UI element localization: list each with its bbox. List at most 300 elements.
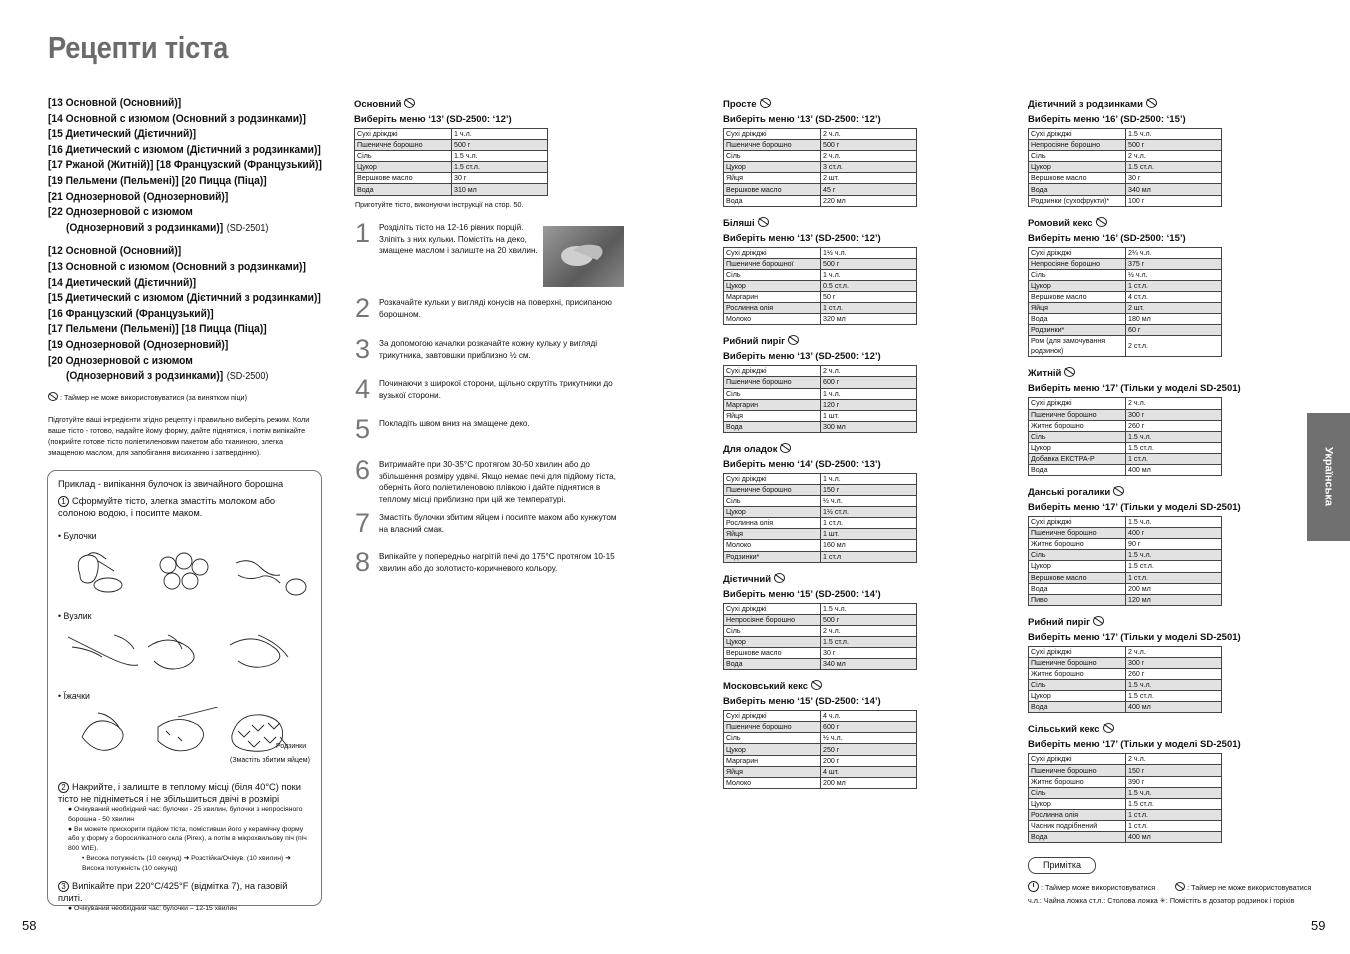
ingredient-amount: 2 ч.л. bbox=[1126, 754, 1222, 765]
recipe-menu: Виберіть меню ‘16’ (SD-2500: ‘15’) bbox=[1028, 232, 1186, 244]
ingredient-amount: 1.5 ч.л. bbox=[1126, 787, 1222, 798]
ingredient-amount: 30 г bbox=[1126, 173, 1222, 184]
ingredient-amount: 160 мл bbox=[821, 540, 917, 551]
ingredient-name: Сухі дріжджі bbox=[1029, 129, 1126, 140]
ingredient-row bbox=[724, 733, 917, 744]
ingredient-row bbox=[355, 151, 548, 162]
example-title: Приклад - випікання булочок із звичайного борошна bbox=[58, 479, 284, 489]
ingredient-row bbox=[1029, 195, 1222, 206]
ingredient-amount: 1.5 ст.л. bbox=[1126, 798, 1222, 809]
timer-off-icon bbox=[788, 335, 799, 345]
ingredient-row bbox=[724, 614, 917, 625]
ingredient-row bbox=[1029, 258, 1222, 269]
egg-note: (Змастіть збитим яйцем) bbox=[230, 757, 310, 764]
ingredient-amount: 2 ч.л. bbox=[821, 625, 917, 636]
ingredient-row bbox=[1029, 314, 1222, 325]
ingredient-row bbox=[724, 744, 917, 755]
ingredient-amount: 1.5 ч.л. bbox=[1126, 129, 1222, 140]
ingredient-amount: 1.5 ч.л. bbox=[821, 603, 917, 614]
recipe-menu: Виберіть меню ‘15’ (SD-2500: ‘14’) bbox=[723, 696, 881, 708]
ingredient-amount: 260 г bbox=[1126, 420, 1222, 431]
ingredient-amount: 50 г bbox=[821, 292, 917, 303]
ingredient-row bbox=[724, 140, 917, 151]
ingredient-row bbox=[1029, 140, 1222, 151]
menu-line: [20 Однозерновой с изюмом bbox=[48, 354, 193, 367]
ingredient-row bbox=[724, 540, 917, 551]
ingredient-name: Сухі дріжджі bbox=[724, 247, 821, 258]
menu-list bbox=[48, 96, 338, 385]
ingredient-row bbox=[1029, 583, 1222, 594]
ingredient-row bbox=[724, 129, 917, 140]
menu-line: [13 Основной (Основний)] bbox=[48, 97, 182, 109]
ingredient-amount: 60 г bbox=[1126, 325, 1222, 336]
ingredient-row bbox=[724, 777, 917, 788]
ingredient-amount: 1 шт. bbox=[821, 529, 917, 540]
recipe-title: Дієтичний з родзинками bbox=[1028, 98, 1241, 111]
ingredient-row bbox=[724, 529, 917, 540]
ingredient-row bbox=[724, 507, 917, 518]
ingredient-name: Яйця bbox=[1029, 303, 1126, 314]
ingredient-name: Вода bbox=[724, 421, 821, 432]
page-title: Рецепти тіста bbox=[48, 30, 229, 65]
recipe-block bbox=[723, 573, 917, 671]
ingredients-table bbox=[723, 247, 917, 326]
ingredient-row bbox=[724, 258, 917, 269]
ingredient-row bbox=[724, 648, 917, 659]
ingredient-row bbox=[1029, 539, 1222, 550]
ingredient-row bbox=[724, 755, 917, 766]
example-step-2: 2 Накрийте, і залиште в теплому місці (біля 40°C) поки тісто не підніметься і не збільшиться двічі в розмірі bbox=[58, 782, 301, 804]
ingredient-row bbox=[1029, 453, 1222, 464]
ingredient-name: Родзинки* bbox=[724, 551, 821, 562]
ingredient-name: Пшеничне борошної bbox=[724, 258, 821, 269]
ingredients-table bbox=[1028, 397, 1222, 476]
ingredient-name: Сухі дріжджі bbox=[355, 129, 452, 140]
ingredient-amount: 500 г bbox=[821, 140, 917, 151]
ingredients-table bbox=[1028, 516, 1222, 606]
ingredient-name: Рослинна олія bbox=[724, 303, 821, 314]
ingredient-row bbox=[724, 269, 917, 280]
recipe-block bbox=[1028, 367, 1241, 476]
bullet-buns: • Булочки bbox=[58, 531, 97, 541]
recipe-menu: Виберіть меню ‘13’ (SD-2500: ‘12’) bbox=[723, 114, 881, 125]
recipe-block bbox=[1028, 98, 1241, 207]
note-button: Примітка bbox=[1028, 857, 1096, 874]
ingredient-row bbox=[1029, 173, 1222, 184]
ingredient-name: Родзинки (сухофрукти)* bbox=[1029, 195, 1126, 206]
ingredient-amount: 1.5 ст.л. bbox=[821, 636, 917, 647]
ingredient-amount: 2 шт. bbox=[821, 173, 917, 184]
ingredient-name: Пшеничне борошно bbox=[1029, 409, 1126, 420]
ingredient-amount: 1.5 ч.л. bbox=[1126, 680, 1222, 691]
recipe-title: Просте bbox=[723, 98, 917, 111]
menu-line: [16 Французский (Французький)] bbox=[48, 307, 214, 320]
ingredient-name: Цукор bbox=[1029, 162, 1126, 173]
recipe-block bbox=[1028, 217, 1241, 358]
ingredient-amount: 2 ст.л. bbox=[1126, 336, 1222, 357]
ingredient-name: Маргарин bbox=[724, 292, 821, 303]
ingredient-row bbox=[724, 280, 917, 291]
ingredient-name: Яйця bbox=[724, 529, 821, 540]
ingredient-amount: 1 ст.л. bbox=[1126, 820, 1222, 831]
ingredient-name: Вода bbox=[724, 195, 821, 206]
ingredient-row bbox=[724, 766, 917, 777]
ingredient-row bbox=[1029, 765, 1222, 776]
ingredient-name: Рослинна олія bbox=[1029, 809, 1126, 820]
ingredient-amount: 1.5 ч.л. bbox=[1126, 550, 1222, 561]
ingredient-amount: 400 мл bbox=[1126, 832, 1222, 843]
ingredient-row bbox=[724, 184, 917, 195]
page-number-left: 58 bbox=[22, 918, 37, 933]
ingredient-row bbox=[355, 129, 548, 140]
ingredient-name: Сухі дріжджі bbox=[1029, 646, 1126, 657]
ingredient-row bbox=[1029, 702, 1222, 713]
ingredient-amount: 120 мл bbox=[1126, 594, 1222, 605]
timer-off-icon bbox=[780, 443, 791, 453]
ingredient-amount: 2 ч.л. bbox=[821, 151, 917, 162]
menu-line: [12 Основной (Основний)] bbox=[48, 245, 182, 258]
ingredient-name: Сіль bbox=[355, 151, 452, 162]
ingredient-name: Пшеничне борошно bbox=[724, 140, 821, 151]
ingredient-amount: 250 г bbox=[821, 744, 917, 755]
ingredient-amount: 180 мл bbox=[1126, 314, 1222, 325]
ingredient-name: Сухі дріжджі bbox=[724, 473, 821, 484]
ingredient-amount: 400 мл bbox=[1126, 464, 1222, 475]
ingredient-row bbox=[724, 603, 917, 614]
ingredient-name: Сіль bbox=[1029, 787, 1126, 798]
ingredient-name: Вода bbox=[1029, 832, 1126, 843]
recipe-menu: Виберіть меню ‘17’ (Тільки у моделі SD-2501) bbox=[1028, 631, 1241, 643]
recipe-block bbox=[1028, 723, 1241, 843]
ingredient-amount: 500 г bbox=[821, 614, 917, 625]
ingredients-table bbox=[723, 603, 917, 671]
ingredient-amount: 220 мл bbox=[821, 195, 917, 206]
timer-off-icon bbox=[404, 98, 415, 108]
ingredient-row bbox=[724, 518, 917, 529]
ingredient-amount: 200 мл bbox=[1126, 583, 1222, 594]
ingredient-row bbox=[724, 377, 917, 388]
step-number: 2 bbox=[355, 293, 371, 323]
hedgehog-drawing bbox=[58, 707, 313, 759]
ingredient-row bbox=[1029, 442, 1222, 453]
recipe-menu: Виберіть меню ‘17’ (Тільки у моделі SD-2501) bbox=[1028, 502, 1241, 514]
step-number: 8 bbox=[355, 547, 371, 577]
step1-photo bbox=[543, 226, 624, 287]
recipe-basic bbox=[354, 98, 548, 196]
ingredient-name: Сухі дріжджі bbox=[724, 366, 821, 377]
timer-off-icon bbox=[760, 98, 771, 108]
ingredient-name: Вода bbox=[1029, 184, 1126, 195]
ingredient-row bbox=[724, 151, 917, 162]
ingredient-row bbox=[355, 173, 548, 184]
recipe-menu: Виберіть меню ‘13’ (SD-2500: ‘12’) bbox=[723, 351, 881, 363]
ingredient-row bbox=[1029, 269, 1222, 280]
step-text: За допомогою качалки розкачайте кожну кульку у вигляді трикутника, завтовшки приблизно ½ см. bbox=[379, 339, 598, 360]
ingredient-row bbox=[1029, 832, 1222, 843]
step-number: 7 bbox=[355, 508, 371, 538]
timer-off-icon bbox=[758, 217, 769, 227]
bullet-knot: • Вузлик bbox=[58, 611, 92, 621]
ingredient-amount: 1 шт. bbox=[821, 410, 917, 421]
ingredient-row bbox=[1029, 561, 1222, 572]
ingredient-row bbox=[724, 388, 917, 399]
recipe-block bbox=[723, 217, 917, 326]
timer-off-icon bbox=[1096, 217, 1107, 227]
ingredient-name: Пшеничне борошно bbox=[1029, 657, 1126, 668]
ingredient-name: Цукор bbox=[724, 636, 821, 647]
ingredient-name: Вершкове масло bbox=[355, 173, 452, 184]
ingredient-amount: 4 ч.л. bbox=[821, 711, 917, 722]
ingredient-amount: 0.5 ст.л. bbox=[821, 280, 917, 291]
ingredients-table bbox=[1028, 646, 1222, 714]
ingredient-name: Ром (для замочування родзинок) bbox=[1029, 336, 1126, 357]
ingredient-amount: ½ ч.л. bbox=[821, 496, 917, 507]
ingredient-amount: 1 ч.л. bbox=[821, 473, 917, 484]
ingredient-amount: 3 ст.л. bbox=[821, 162, 917, 173]
step-text: Покладіть швом вниз на змащене деко. bbox=[379, 419, 530, 428]
ingredient-name: Вода bbox=[1029, 702, 1126, 713]
ingredient-name: Пшеничне борошно bbox=[724, 484, 821, 495]
ingredient-amount: 200 г bbox=[821, 755, 917, 766]
page-number-right: 59 bbox=[1311, 918, 1326, 933]
example-step-3: 3 Випікайте при 220°C/425°F (відмітка 7), на газовій плиті. bbox=[58, 880, 288, 903]
hedgehog-illustration bbox=[58, 707, 311, 764]
ingredient-row bbox=[724, 162, 917, 173]
ingredient-amount: 390 г bbox=[1126, 776, 1222, 787]
ingredient-row bbox=[1029, 680, 1222, 691]
intro-text: Підготуйте ваші інгредієнти згідно рецепту і правильно виберіть режим. Коли ваше тісто - готово, надайте йому форму, дайте піднятися, і потім випікайте (покрийте готове тісто поліетиленовим пакетом або тканиною, злегка змащеною маслом, для запобігання висиханню і затвердінню). bbox=[48, 415, 310, 457]
ingredient-name: Вершкове масло bbox=[1029, 572, 1126, 583]
ingredient-name: Цукор bbox=[724, 744, 821, 755]
ingredient-name: Молоко bbox=[724, 540, 821, 551]
recipe-title: Дієтичний bbox=[723, 573, 917, 586]
ingredient-amount: 4 ст.л. bbox=[1126, 292, 1222, 303]
ingredient-name: Сухі дріжджі bbox=[1029, 517, 1126, 528]
example-step-1: 1 Сформуйте тісто, злегка змастіть молоком або солоною водою, і посипте маком. bbox=[58, 496, 276, 518]
recipe-title: Рибний пиріг bbox=[1028, 616, 1241, 629]
example-box bbox=[47, 470, 322, 912]
ingredient-name: Вода bbox=[355, 184, 452, 195]
ingredient-name: Маргарин bbox=[724, 399, 821, 410]
ingredient-row bbox=[724, 314, 917, 325]
ingredient-name: Сухі дріжджі bbox=[724, 711, 821, 722]
ingredient-amount: 1 ст.л. bbox=[1126, 280, 1222, 291]
recipe-title: Рибний пиріг bbox=[723, 335, 917, 348]
buns-illustration bbox=[58, 547, 311, 599]
ingredient-name: Сіль bbox=[724, 269, 821, 280]
ingredient-name: Пшеничне борошно bbox=[724, 722, 821, 733]
ingredient-row bbox=[1029, 776, 1222, 787]
ingredient-row bbox=[724, 551, 917, 562]
ingredient-amount: 90 г bbox=[1126, 539, 1222, 550]
menu-line: (Однозерновий з родзинками)] (SD-2501) bbox=[66, 221, 269, 234]
ingredient-row bbox=[1029, 572, 1222, 583]
ingredient-name: Вода bbox=[1029, 583, 1126, 594]
ingredients-table bbox=[723, 128, 917, 207]
ingredient-amount: 1.5 ст.л. bbox=[1126, 561, 1222, 572]
ingredient-row bbox=[1029, 691, 1222, 702]
knot-illustration bbox=[58, 627, 311, 679]
raisins-label: Родзинки bbox=[276, 743, 307, 750]
ingredient-name: Часник подрібнений bbox=[1029, 820, 1126, 831]
ingredient-name: Цукор bbox=[1029, 280, 1126, 291]
timer-off-icon bbox=[774, 573, 785, 583]
menu-line: [22 Однозерновой с изюмом bbox=[48, 206, 193, 219]
ingredient-name: Сіль bbox=[1029, 550, 1126, 561]
ingredient-amount: 2 ч.л. bbox=[1126, 398, 1222, 409]
ingredient-row bbox=[1029, 336, 1222, 357]
ingredient-name: Родзинки* bbox=[1029, 325, 1126, 336]
ingredient-amount: 2 ч.л. bbox=[1126, 151, 1222, 162]
ingredient-name: Пшеничне борошно bbox=[724, 377, 821, 388]
ingredient-row bbox=[724, 173, 917, 184]
recipe-title: Данські рогалики bbox=[1028, 486, 1241, 499]
ingredient-row bbox=[1029, 594, 1222, 605]
ingredient-amount: 120 г bbox=[821, 399, 917, 410]
ingredient-amount: 260 г bbox=[1126, 669, 1222, 680]
ingredient-name: Непросіяне борошно bbox=[724, 614, 821, 625]
ingredient-row bbox=[724, 366, 917, 377]
ingredients-table bbox=[1028, 753, 1222, 843]
ingredient-row bbox=[724, 292, 917, 303]
ingredient-amount: 375 г bbox=[1126, 258, 1222, 269]
step-number: 3 bbox=[355, 334, 371, 364]
ingredient-amount: 4 шт. bbox=[821, 766, 917, 777]
ingredient-amount: 200 мл bbox=[821, 777, 917, 788]
ingredient-row bbox=[1029, 657, 1222, 668]
ingredient-amount: 1 ч.л. bbox=[452, 129, 548, 140]
ingredient-name: Сухі дріжджі bbox=[1029, 247, 1126, 258]
ingredient-amount: 300 г bbox=[1126, 657, 1222, 668]
recipe-menu: Виберіть меню ‘15’ (SD-2500: ‘14’) bbox=[723, 588, 881, 600]
step-number: 4 bbox=[355, 374, 371, 404]
timer-off-icon bbox=[1064, 367, 1075, 377]
ingredient-amount: 1½ ч.л. bbox=[821, 247, 917, 258]
ingredient-name: Сіль bbox=[724, 625, 821, 636]
ingredient-amount: 1 ст.л. bbox=[1126, 809, 1222, 820]
step2-note-c: • Висока потужність (10 секунд) ➜ Розстійка/Очікув. (10 хвилин) ➜ Висока потужність (10 секунд) bbox=[82, 854, 291, 872]
ingredient-amount: 340 мл bbox=[821, 659, 917, 670]
ingredient-amount: 2 ч.л. bbox=[1126, 646, 1222, 657]
ingredient-row bbox=[1029, 280, 1222, 291]
ingredient-name: Цукор bbox=[724, 507, 821, 518]
ingredient-name: Непросіяне борошно bbox=[1029, 258, 1126, 269]
recipe-block bbox=[723, 98, 917, 207]
ingredient-amount: 2¼ ч.л. bbox=[1126, 247, 1222, 258]
ingredient-name: Вершкове масло bbox=[724, 648, 821, 659]
ingredient-row bbox=[724, 484, 917, 495]
ingredient-name: Цукор bbox=[355, 162, 452, 173]
menu-line: [14 Основной с изюмом (Основний з родзинками)] bbox=[48, 112, 306, 125]
ingredient-row bbox=[355, 140, 548, 151]
ingredients-table bbox=[723, 473, 917, 563]
ingredient-name: Вершкове масло bbox=[724, 184, 821, 195]
ingredient-amount: 2 ч.л. bbox=[821, 129, 917, 140]
menu-line: [15 Диетический с изюмом (Дієтичний з родзинками)] bbox=[48, 292, 321, 305]
ingredient-amount: 30 г bbox=[452, 173, 548, 184]
ingredient-name: Яйця bbox=[724, 173, 821, 184]
ingredient-row bbox=[724, 421, 917, 432]
menu-line: [19 Однозерновой (Однозерновий)] bbox=[48, 338, 229, 351]
recipe-title: Житній bbox=[1028, 367, 1241, 380]
ingredient-amount: 1.5 ст.л. bbox=[1126, 442, 1222, 453]
ingredient-amount: 500 г bbox=[821, 258, 917, 269]
ingredient-name: Житнє борошно bbox=[1029, 669, 1126, 680]
ingredient-name: Сіль bbox=[724, 151, 821, 162]
ingredient-name: Цукор bbox=[724, 162, 821, 173]
recipe-menu: Виберіть меню ‘13’ (SD-2500: ‘12’) bbox=[354, 114, 512, 125]
ingredient-row bbox=[1029, 184, 1222, 195]
step-number: 6 bbox=[355, 455, 371, 485]
menu-line: [21 Однозерновой (Однозерновий)] bbox=[48, 190, 229, 203]
ingredient-row bbox=[1029, 151, 1222, 162]
ingredient-amount: 1.5 ч.л. bbox=[1126, 517, 1222, 528]
ingredient-name: Сухі дріжджі bbox=[724, 603, 821, 614]
ingredient-amount: 1.5 ч.л. bbox=[452, 151, 548, 162]
menu-line: [17 Ржаной (Житній)] [18 Французский (Французький)] bbox=[48, 159, 322, 172]
ingredient-name: Пшеничне борошно bbox=[355, 140, 452, 151]
ingredient-row bbox=[1029, 754, 1222, 765]
menu-line: [16 Диетический с изюмом (Дієтичний з родзинками)] bbox=[48, 143, 321, 156]
timer-on-icon bbox=[1028, 881, 1039, 892]
ingredient-row bbox=[1029, 669, 1222, 680]
ingredient-amount: 100 г bbox=[1126, 195, 1222, 206]
ingredient-amount: 1 ст.л bbox=[821, 551, 917, 562]
legend-line-1: : Таймер може використовуватися : Таймер не може використовуватися bbox=[1028, 881, 1311, 892]
ingredient-amount: 500 г bbox=[452, 140, 548, 151]
ingredient-amount: 1 ст.л. bbox=[1126, 572, 1222, 583]
ingredient-amount: 45 г bbox=[821, 184, 917, 195]
ingredient-row bbox=[1029, 798, 1222, 809]
step-text: Витримайте при 30-35°C протягом 30-50 хвилин або до збільшення розміру удвічі. Якщо немає печі для підйому тіста, оберніть його поліетиленовою плівкою і дайте піднятися в теплому місці приблизно при цій же температурі. bbox=[379, 460, 616, 504]
ingredient-amount: 400 мл bbox=[1126, 702, 1222, 713]
menu-line: [13 Основной с изюмом (Основний з родзинками)] bbox=[48, 260, 306, 273]
ingredient-amount: 30 г bbox=[821, 648, 917, 659]
ingredient-name: Цукор bbox=[1029, 691, 1126, 702]
ingredient-amount: 1½ ст.л. bbox=[821, 507, 917, 518]
ingredient-name: Сіль bbox=[724, 496, 821, 507]
ingredient-amount: 1.5 ст.л. bbox=[1126, 162, 1222, 173]
ingredient-name: Сухі дріжджі bbox=[1029, 398, 1126, 409]
timer-note: : Таймер не може використовуватися (за винятком піци) bbox=[48, 392, 247, 402]
ingredient-name: Цукор bbox=[724, 280, 821, 291]
ingredient-name: Житнє борошно bbox=[1029, 420, 1126, 431]
ingredient-row bbox=[1029, 646, 1222, 657]
recipe-title: Основний bbox=[354, 98, 548, 111]
ingredient-name: Пшеничне борошно bbox=[1029, 765, 1126, 776]
ingredient-amount: 1.5 ч.л. bbox=[1126, 431, 1222, 442]
step-text: Розділіть тісто на 12-16 рівних порцій. Зліпіть з них кульки. Помістіть на деко, змащене маслом і залиште на 20 хвилин. bbox=[379, 223, 538, 255]
menu-line: [17 Пельмени (Пельмені)] [18 Пицца (Піца)] bbox=[48, 323, 267, 336]
timer-off-icon bbox=[811, 680, 822, 690]
ingredient-name: Сухі дріжджі bbox=[1029, 754, 1126, 765]
ingredient-name: Сіль bbox=[724, 388, 821, 399]
ingredient-row bbox=[724, 195, 917, 206]
ingredient-name: Сіль bbox=[1029, 269, 1126, 280]
ingredient-row bbox=[724, 399, 917, 410]
ingredient-row bbox=[724, 473, 917, 484]
ingredient-name: Цукор bbox=[1029, 798, 1126, 809]
recipe-menu: Виберіть меню ‘14’ (SD-2500: ‘13’) bbox=[723, 458, 881, 470]
recipe-block bbox=[723, 335, 917, 433]
ingredient-name: Цукор bbox=[1029, 561, 1126, 572]
recipe-title: Московський кекс bbox=[723, 680, 917, 693]
ingredient-row bbox=[355, 184, 548, 195]
ingredient-amount: ½ ч.л. bbox=[821, 733, 917, 744]
ingredient-amount: 1 ст.л. bbox=[1126, 453, 1222, 464]
ingredient-row bbox=[1029, 292, 1222, 303]
ingredient-name: Пшеничне борошно bbox=[1029, 528, 1126, 539]
